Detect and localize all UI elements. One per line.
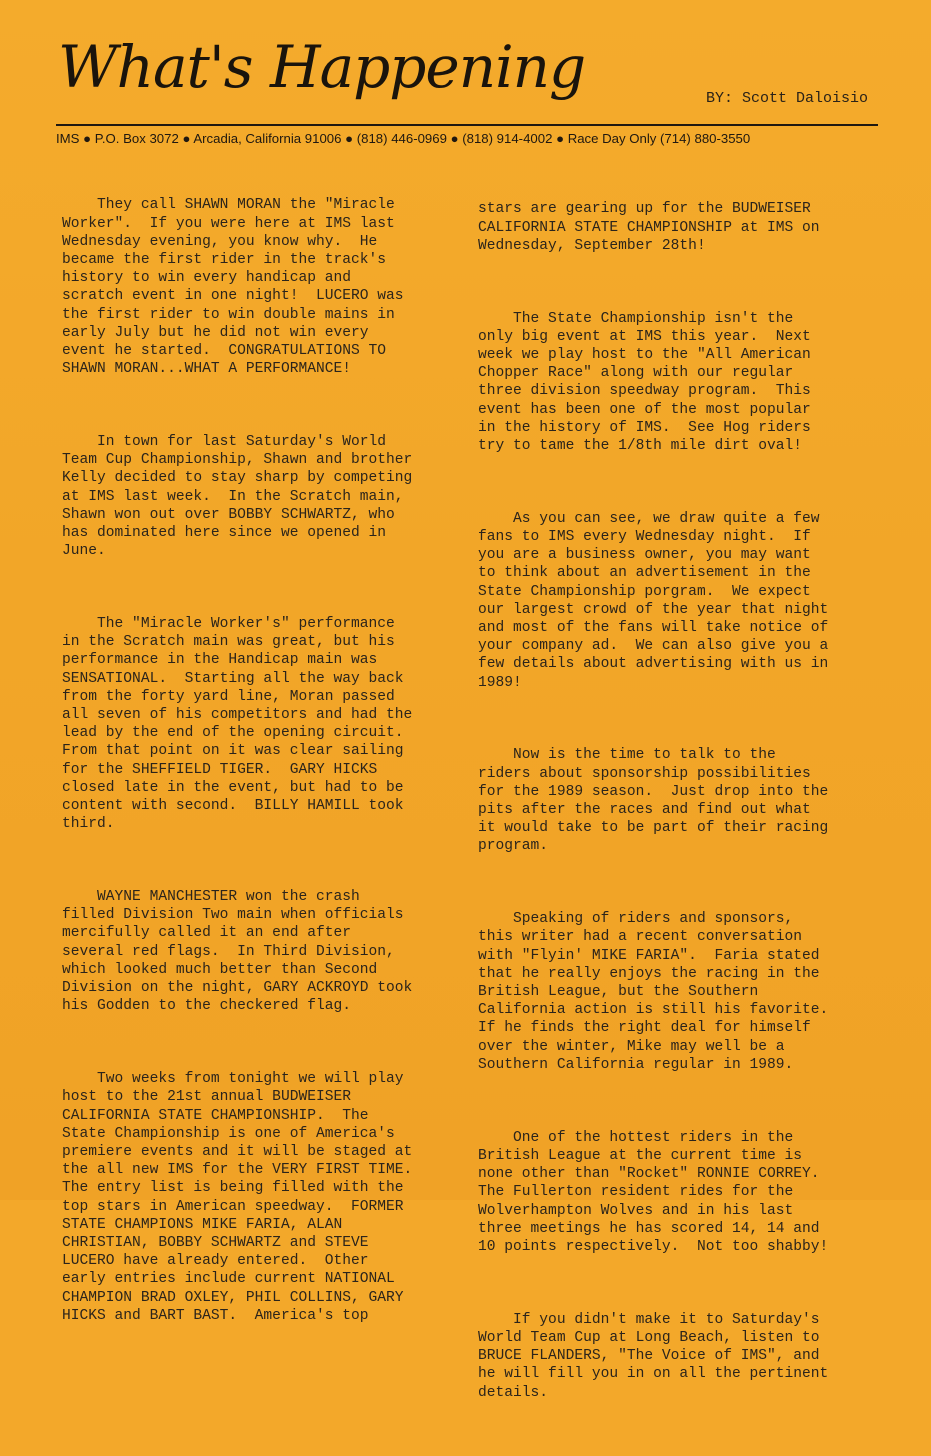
article-paragraph: Speaking of riders and sponsors, this writer had a recent conversation with "Flyin' MIKE FARIA". Faria stated that he really enjoys the racing in the British League, but the Southern California action is still his favorite. If he finds the right deal for himself over the winter, Mike may well be a Southern California regular in 1989. bbox=[478, 911, 829, 1073]
article-paragraph: Two weeks from tonight we will play host to the 21st annual BUDWEISER CALIFORNIA STATE CHAMPIONSHIP. The State Championship is one of America's premiere events and it will be staged at the all new IMS for the VERY FIRST TIME. The entry list is being filled with the top stars in American speedway. FORMER STATE CHAMPIONS MIKE FARIA, ALAN CHRISTIAN, BOBBY SCHWARTZ and STEVE LUCERO have already entered. Other early entries include current NATIONAL CHAMPION BRAD OXLEY, PHIL COLLINS, GARY HICKS and BART BAST. America's top bbox=[62, 1071, 413, 1324]
article-paragraph: As you can see, we draw quite a few fans to IMS every Wednesday night. If you are a business owner, you may want to think about an advertisement in the State Championship porgram. We expect our largest crowd of the year that night and most of the fans will take notice of your company ad. We can also give you a few details about advertising with us in 1989! bbox=[478, 510, 829, 691]
article-paragraph: One of the hottest riders in the British League at the current time is none other than "Rocket" RONNIE CORREY. The Fullerton resident rides for the Wolverhampton Wolves and in his last three meetings he has scored 14, 14 and 10 points respectively. Not too shabby! bbox=[478, 1129, 829, 1255]
article-paragraph: The "Miracle Worker's" performance in the Scratch main was great, but his performance in the Handicap main was SENSATIONAL. Starting all the way back from the forty yard line, Moran passed all seven of his competitors and had the lead by the end of the opening circuit. From that point on it was clear sailing for the SHEFFIELD TIGER. GARY HICKS closed late in the event, but had to be content with second. BILLY HAMILL took third. bbox=[62, 616, 413, 833]
right-column bbox=[478, 164, 878, 1456]
article-paragraph: The State Championship isn't the only big event at IMS this year. Next week we play host to the "All American Chopper Race" along with our regular three division speedway program. This event has been one of the most popular in the history of IMS. See Hog riders try to tame the 1/8th mile dirt oval! bbox=[478, 310, 811, 455]
article-paragraph: WAYNE MANCHESTER won the crash filled Division Two main when officials mercifully called it an end after several red flags. In Third Division, which looked much better than Second Division on the night, GARY ACKROYD took his Godden to the checkered flag. bbox=[62, 889, 413, 1015]
left-column bbox=[62, 160, 442, 1380]
article-paragraph: They call SHAWN MORAN the "Miracle Worker". If you were here at IMS last Wednesday evening, you know why. He became the first rider in the track's history to win every handicap and scratch event in one night! LUCERO was the first rider to win double mains in early July but he did not win every event he started. CONGRATULATIONS TO SHAWN MORAN...WHAT A PERFORMANCE! bbox=[62, 197, 404, 378]
masthead-title: What's Happening bbox=[58, 33, 586, 101]
header-rule bbox=[56, 124, 878, 126]
article-paragraph: In town for last Saturday's World Team Cup Championship, Shawn and brother Kelly decided to stay sharp by competing at IMS last week. In the Scratch main, Shawn won out over BOBBY SCHWARTZ, who has dominated here since we opened in June. bbox=[62, 434, 413, 560]
article-paragraph: If you didn't make it to Saturday's World Team Cup at Long Beach, listen to BRUCE FLANDERS, "The Voice of IMS", and he will fill you in on all the pertinent details. bbox=[478, 1311, 829, 1401]
article-paragraph: Now is the time to talk to the riders about sponsorship possibilities for the 1989 season. Just drop into the pits after the races and find out what it would take to be part of their racing program. bbox=[478, 747, 829, 855]
address-line: IMS ● P.O. Box 3072 ● Arcadia, California 91006 ● (818) 446-0969 ● (818) 914-4002 ● Race Day Only (714) 880-3550 bbox=[56, 131, 751, 146]
article-paragraph: stars are gearing up for the BUDWEISER CALIFORNIA STATE CHAMPIONSHIP at IMS on Wednesday, September 28th! bbox=[478, 201, 820, 254]
byline: BY: Scott Daloisio bbox=[706, 90, 869, 107]
